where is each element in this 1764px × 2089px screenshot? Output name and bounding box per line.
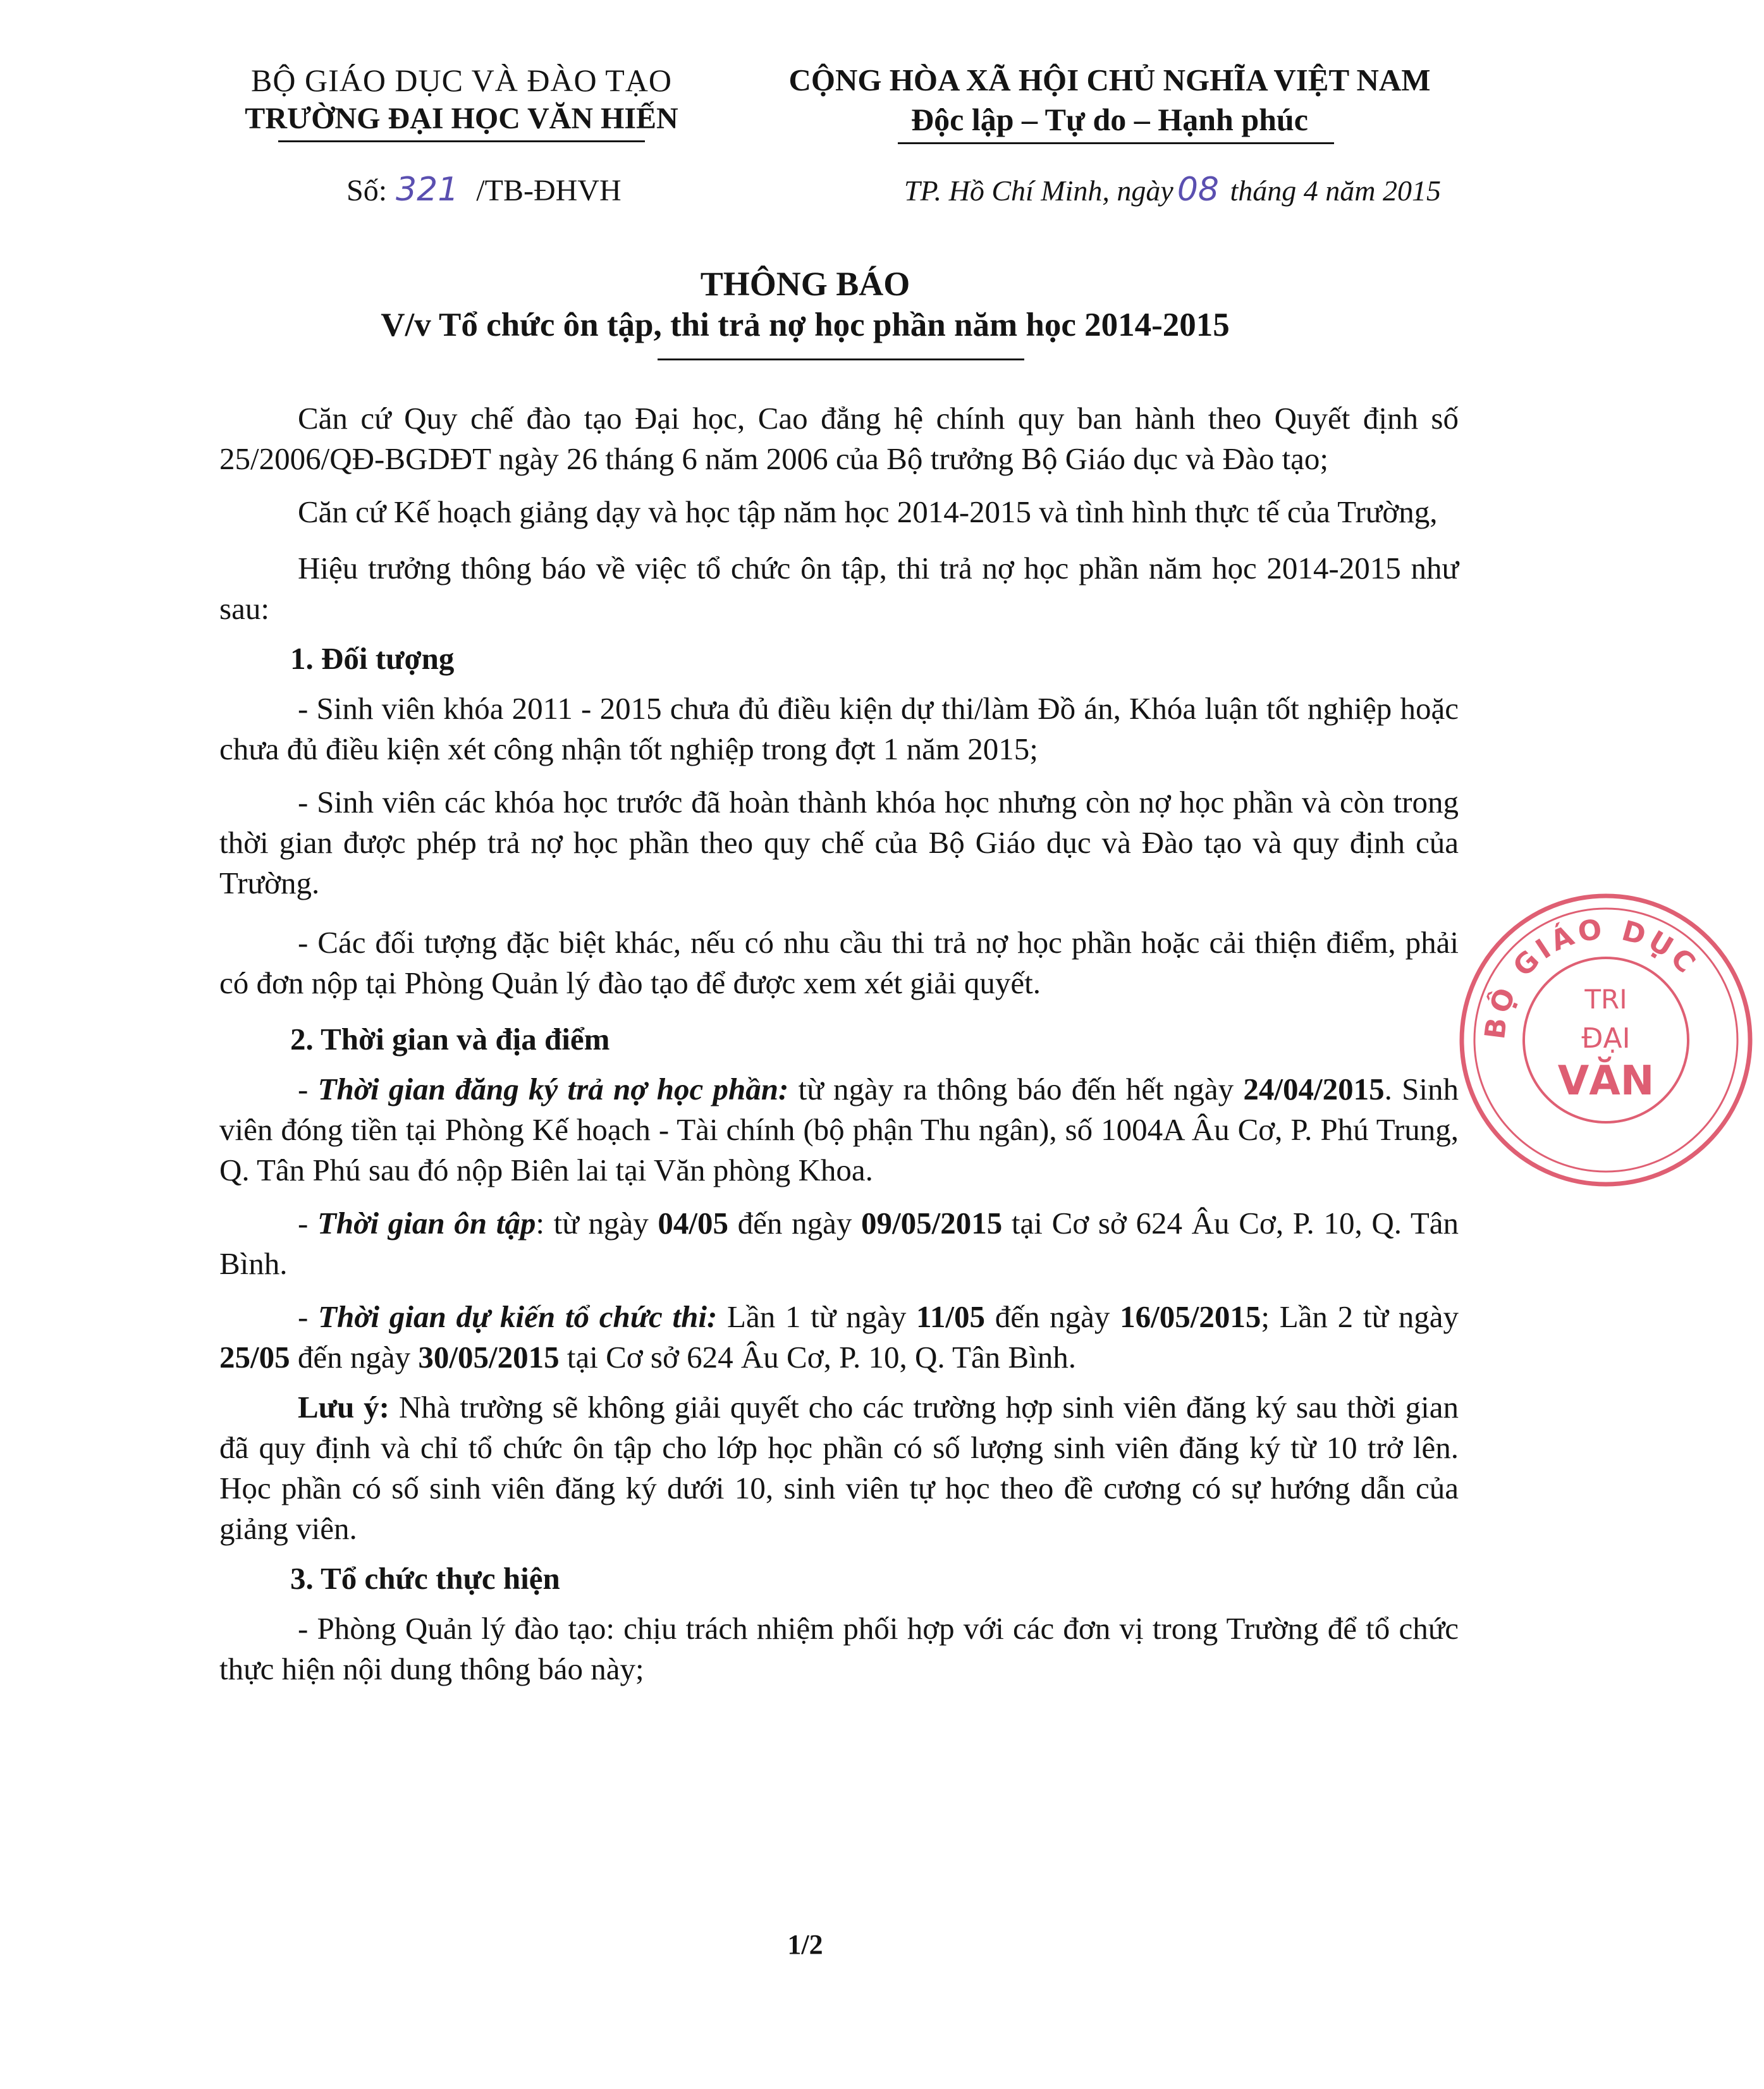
exam-text: Lần 1 từ ngày	[717, 1299, 917, 1334]
exam-text: đến ngày	[290, 1340, 419, 1375]
place-date	[904, 171, 1441, 209]
handwritten-day: 08	[1177, 171, 1219, 209]
note-label: Lưu ý:	[298, 1390, 390, 1424]
review-text: tại Cơ sở 624 Âu Cơ, P. 10, Q. Tân Bình.	[219, 1206, 1459, 1281]
ministry-name: BỘ GIÁO DỤC VÀ ĐÀO TẠO	[251, 63, 672, 98]
exam-round1-to: 16/05/2015	[1120, 1299, 1261, 1334]
document-number-suffix: /TB-ĐHVH	[476, 174, 622, 207]
exam-round2-to: 30/05/2015	[418, 1340, 560, 1375]
section-3-heading: 3. Tổ chức thực hiện	[290, 1561, 560, 1596]
place-date-suffix: tháng 4 năm 2015	[1230, 175, 1441, 207]
school-name: TRƯỜNG ĐẠI HỌC VĂN HIẾN	[245, 102, 678, 135]
exam-round2-from: 25/05	[219, 1340, 290, 1375]
handwritten-number: 321	[396, 171, 459, 209]
note-paragraph	[219, 1387, 1459, 1549]
review-text: đến ngày	[728, 1206, 862, 1241]
place-date-prefix: TP. Hồ Chí Minh, ngày	[903, 175, 1173, 207]
document-number	[346, 171, 622, 209]
exam-round1-from: 11/05	[916, 1299, 985, 1334]
registration-deadline: 24/04/2015	[1243, 1072, 1385, 1106]
registration-text: . Sinh viên đóng tiền tại Phòng Kế hoạch - Tài chính (bộ phận Thu ngân), số 1004A Âu Cơ, P. Phú Trung, Q. Tân Phú sau đó nộp Biên lai tại Văn phòng Khoa.	[219, 1072, 1459, 1187]
registration-label: Thời gian đăng ký trả nợ học phần:	[317, 1072, 789, 1106]
school-underline	[278, 140, 645, 142]
section-1-item: - Sinh viên các khóa học trước đã hoàn thành khóa học nhưng còn nợ học phần và còn trong thời gian được phép trả nợ học phần theo quy chế của Bộ Giáo dục và Đào tạo và quy định của Trường.	[219, 785, 1459, 900]
review-to-date: 09/05/2015	[861, 1206, 1003, 1241]
note-text: Nhà trường sẽ không giải quyết cho các trường hợp sinh viên đăng ký sau thời gian đã quy định và chỉ tổ chức ôn tập cho lớp học phần có số lượng sinh viên đăng ký từ 10 trở lên. Học phần có số sinh viên đăng ký dưới 10, sinh viên tự học theo đề cương có sự hướng dẫn của giảng viên.	[219, 1390, 1459, 1546]
title-underline	[658, 358, 1024, 360]
exam-text: đến ngày	[984, 1299, 1120, 1334]
registration-text: từ ngày ra thông báo đến hết ngày	[788, 1072, 1244, 1106]
section-1-item: - Sinh viên khóa 2011 - 2015 chưa đủ điều kiện dự thi/làm Đồ án, Khóa luận tốt nghiệp hoặc chưa đủ điều kiện xét công nhận tốt nghiệp trong đợt 1 năm 2015;	[219, 691, 1459, 766]
section-3-item: - Phòng Quản lý đào tạo: chịu trách nhiệm phối hợp với các đơn vị trong Trường để tổ chức thực hiện nội dung thông báo này;	[219, 1611, 1459, 1686]
document-title: THÔNG BÁO	[700, 265, 910, 303]
national-motto: Độc lập – Tự do – Hạnh phúc	[911, 102, 1308, 137]
exam-label: Thời gian dự kiến tổ chức thi:	[318, 1299, 718, 1334]
review-text: : từ ngày	[536, 1206, 658, 1241]
official-seal-stamp	[1448, 882, 1764, 1198]
document-subject: V/v Tổ chức ôn tập, thi trả nợ học phần năm học 2014-2015	[381, 307, 1230, 343]
seal-line-1: TRI	[1584, 984, 1627, 1015]
seal-line-3: VĂN	[1557, 1058, 1655, 1105]
exam-text: tại Cơ sở 624 Âu Cơ, P. 10, Q. Tân Bình.	[559, 1340, 1076, 1375]
section-2-heading: 2. Thời gian và địa điểm	[290, 1022, 610, 1057]
exam-text: ; Lần 2 từ ngày	[1261, 1299, 1459, 1334]
registration-paragraph	[219, 1069, 1459, 1191]
section-1-item: - Các đối tượng đặc biệt khác, nếu có nhu cầu thi trả nợ học phần hoặc cải thiện điểm, phải có đơn nộp tại Phòng Quản lý đào tạo để được xem xét giải quyết.	[219, 925, 1459, 1000]
section-1-heading: 1. Đối tượng	[290, 641, 455, 676]
registration-dash: -	[298, 1072, 318, 1106]
country-name: CỘNG HÒA XÃ HỘI CHỦ NGHĨA VIỆT NAM	[788, 63, 1431, 97]
seal-line-2: ĐẠI	[1581, 1022, 1631, 1055]
review-from-date: 04/05	[658, 1206, 729, 1241]
intro-paragraph: Căn cứ Kế hoạch giảng dạy và học tập năm học 2014-2015 và tình hình thực tế của Trường,	[298, 494, 1438, 529]
page-number: 1/2	[787, 1929, 823, 1960]
document-number-prefix: Số:	[346, 174, 388, 207]
exam-paragraph	[219, 1297, 1459, 1378]
review-paragraph	[219, 1203, 1459, 1284]
intro-paragraph: Hiệu trưởng thông báo về việc tổ chức ôn tập, thi trả nợ học phần năm học 2014-2015 như sau:	[219, 551, 1459, 626]
motto-underline	[898, 142, 1334, 144]
seal-ring-text: BỘ GIÁO DỤC	[1479, 912, 1705, 1041]
document-body	[219, 398, 1459, 1689]
review-dash: -	[298, 1206, 317, 1241]
exam-dash: -	[298, 1299, 319, 1334]
review-label: Thời gian ôn tập	[317, 1206, 536, 1241]
intro-paragraph: Căn cứ Quy chế đào tạo Đại học, Cao đẳng hệ chính quy ban hành theo Quyết định số 25/2006/QĐ-BGDĐT ngày 26 tháng 6 năm 2006 của Bộ trưởng Bộ Giáo dục và Đào tạo;	[219, 401, 1459, 476]
